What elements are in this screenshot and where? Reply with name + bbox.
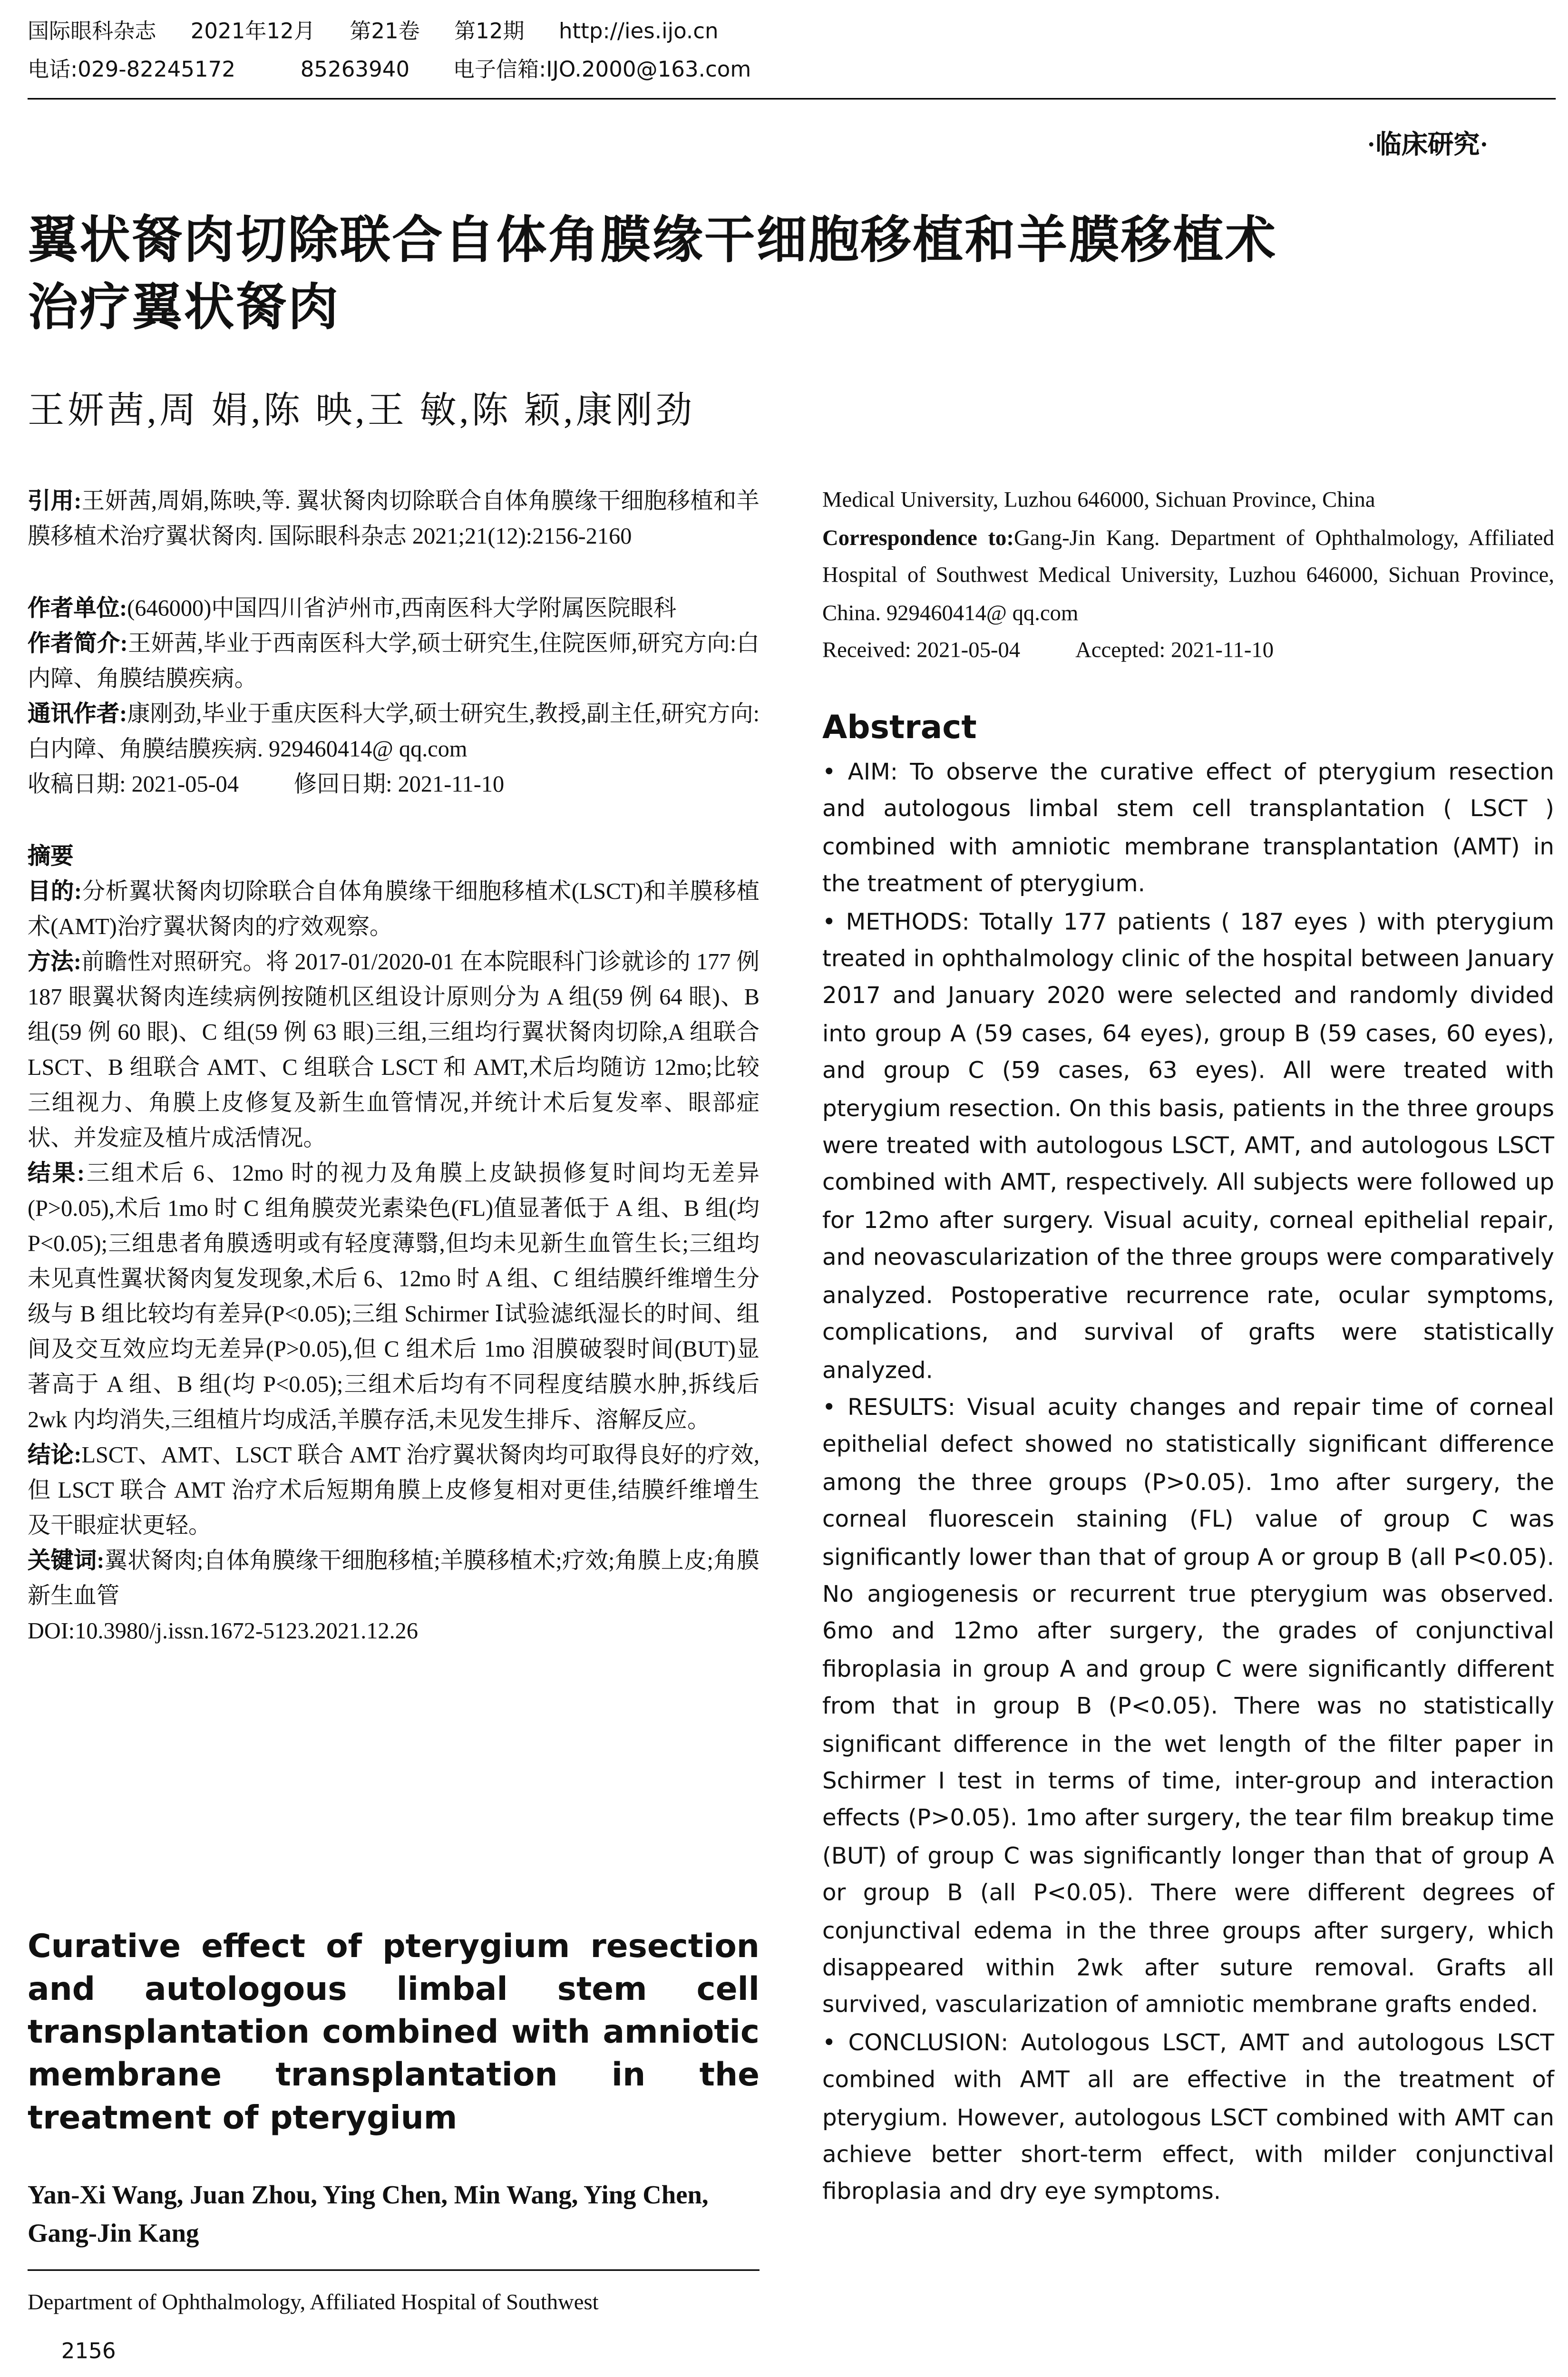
journal-header-line2 [28, 55, 779, 86]
corr-label: 通讯作者: [27, 702, 127, 728]
conclusion-text-cn: LSCT、AMT、LSCT 联合 AMT 治疗翼状胬肉均可取得良好的疗效,但 LSCT 联合 AMT 治疗术后短期角膜上皮修复相对更佳,结膜纤维增生及干眼症状更轻。 [27, 1444, 760, 1539]
correspondence-label: Correspondence to: [822, 526, 1014, 551]
phone-2: 85263940 [300, 58, 410, 83]
title-line-1: 翼状胬肉切除联合自体角膜缘干细胞移植和羊膜移植术 [27, 210, 1277, 270]
keywords-cn [28, 1545, 760, 1616]
dates-cn [28, 769, 760, 804]
revised-date-cn: 修回日期: 2021-11-10 [293, 773, 505, 798]
header-rule [28, 98, 1556, 99]
results-label-cn: 结果: [27, 1162, 85, 1187]
aim-en: • AIM: To observe the curative effect of pterygium resection and autologous limbal stem cell transplantation ( LSCT ) combined with amniotic membrane transplantation (AMT) in the treatment of pterygium. [822, 758, 1554, 898]
correspondence [822, 520, 1554, 633]
received-date-en: Received: 2021-05-04 [822, 638, 1021, 663]
doi[interactable]: DOI:10.3980/j.issn.1672-5123.2021.12.26 [27, 1620, 418, 1645]
conclusion-en: • CONCLUSION: Autologous LSCT, AMT and autologous LSCT combined with AMT all are effective in the treatment of pterygium. However, autologous LSCT combined with AMT can achieve better short-term effect, with milder conjunctival fibroplasia and dry eye symptoms. [822, 2028, 1554, 2206]
dates-en [822, 633, 1554, 670]
email: 电子信箱:IJO.2000@163.com [453, 58, 751, 83]
affiliation [28, 593, 760, 628]
methods-text-cn: 前瞻性对照研究。将 2017-01/2020-01 在本院眼科门诊就诊的 177 例 187 眼翼状胬肉连续病例按随机区组设计原则分为 A 组(59 例 64 眼)、B 组(59 例 60 眼)、C 组(59 例 63 眼)三组,三组均行翼状胬肉切除,A 组联合 LSCT、B 组联合 AMT、C 组联合 LSCT 和 AMT,术后均随访 12mo;比较三组视力、角膜上皮修复及新生血管情况,并统计术后复发率、眼部症状、并发症及植片成活情况。 [27, 951, 760, 1152]
aim-text-cn: 分析翼状胬肉切除联合自体角膜缘干细胞移植术(LSCT)和羊膜移植术(AMT)治疗翼状胬肉的疗效观察。 [27, 880, 760, 940]
journal-header-line1 [28, 17, 746, 47]
volume: 第21卷 [350, 19, 420, 45]
page-title [28, 207, 1559, 341]
aim-cn [28, 876, 760, 946]
abstract-en [822, 753, 1554, 2211]
phone: 电话:029-82245172 [27, 58, 236, 83]
citation-text: 王妍茜,周娟,陈映,等. 翼状胬肉切除联合自体角膜缘干细胞移植和羊膜移植术治疗翼状胬肉. 国际眼科杂志 2021;21(12):2156-2160 [27, 490, 760, 550]
english-title: Curative effect of pterygium resection and autologous limbal stem cell transplantation combined with amniotic membrane transplantation in the treatment of pterygium [27, 1928, 760, 2136]
keywords-label-cn: 关键词: [27, 1549, 105, 1574]
right-meta [822, 482, 1554, 670]
results-text-cn: 三组术后 6、12mo 时的视力及角膜上皮缺损修复时间均无差异(P>0.05),术后 1mo 时 C 组角膜荧光素染色(FL)值显著低于 A 组、B 组(均 P<0.05);三组患者角膜透明或有轻度薄翳,但均未见新生血管生长;三组均未见真性翼状胬肉复发现象,术后 6、12mo 时 A 组、C 组结膜纤维增生分级与 B 组比较均有差异(P<0.05);三组 Schirmer Ⅰ试验滤纸湿长的时间、组间及交互效应均无差异(P>0.05),但 C 组术后 1mo 泪膜破裂时间(BUT)显著高于 A 组、B 组(均 P<0.05);三组术后均有不同程度结膜水肿,拆线后 2wk 内均消失,三组植片均成活,羊膜存活,未见发生排斥、溶解反应。 [27, 1162, 760, 1433]
corresponding-author [28, 698, 760, 769]
conclusion-label-cn: 结论: [27, 1444, 82, 1469]
methods-label-cn: 方法: [27, 951, 81, 975]
author-rule [28, 2270, 760, 2271]
results-en: • RESULTS: Visual acuity changes and repair time of corneal epithelial defect showed no statistically significant difference among the three groups (P>0.05). 1mo after surgery, the corneal fluorescein staining (FL) value of group C was significantly lower than that of group A or group B (all P<0.05). No angiogenesis or recurrent true pterygium was observed. 6mo and 12mo after surgery, the grades of conjunctival fibroplasia in group A and group C were significantly different from that in group B (P<0.05). There was no statistically significant difference in the wet length of the filter paper in Schirmer I test in terms of time, inter-group and interaction effects (P>0.05). 1mo after surgery, the tear film breakup time (BUT) of group C was significantly longer than that of group A or group B (all P<0.05). There were different degrees of conjunctival edema in the three groups after surgery, which disappeared within 2wk after suture removal. Grafts all survived, vascularization of amniotic membrane grafts ended. [822, 1393, 1554, 2019]
author-bio [28, 628, 760, 698]
affiliation-text: (646000)中国四川省泸州市,西南医科大学附属医院眼科 [127, 597, 677, 622]
bio-label: 作者简介: [27, 632, 128, 657]
title-line-2: 治疗翼状胬肉 [27, 277, 340, 337]
keywords-text-cn: 翼状胬肉;自体角膜缘干细胞移植;羊膜移植术;疗效;角膜上皮;角膜新生血管 [27, 1549, 760, 1609]
received-date-cn: 收稿日期: 2021-05-04 [27, 773, 239, 798]
department-line: Department of Ophthalmology, Affiliated Hospital of Southwest [27, 2290, 599, 2316]
abstract-heading-en: Abstract [822, 709, 977, 746]
left-column [28, 486, 760, 1651]
section-label: ·临床研究· [1367, 130, 1489, 159]
methods-cn [28, 946, 760, 1158]
authors-cn: 王妍茜,周 娟,陈 映,王 敏,陈 颖,康刚劲 [27, 392, 695, 432]
affiliation-label: 作者单位: [27, 597, 127, 622]
aim-label-cn: 目的: [27, 880, 82, 905]
journal-url[interactable]: http://ies.ijo.cn [558, 19, 719, 45]
issue-number: 第12期 [454, 19, 525, 45]
accepted-date-en: Accepted: 2021-11-10 [1075, 638, 1274, 663]
conclusion-cn [28, 1440, 760, 1545]
methods-en: • METHODS: Totally 177 patients ( 187 eyes ) with pterygium treated in ophthalmology clinic of the hospital between January 2017 and January 2020 were selected and randomly divided into group A (59 cases, 64 eyes), group B (59 cases, 60 eyes), and group C (59 cases, 63 eyes). All were treated with pterygium resection. On this basis, patients in the three groups were treated with autologous LSCT, AMT, and autologous LSCT combined with AMT, respectively. All subjects were followed up for 12mo after surgery. Visual acuity, corneal epithelial repair, and neovascularization of the three groups were comparatively analyzed. Postoperative recurrence rate, ocular symptoms, complications, and survival of grafts were statistically analyzed. [822, 907, 1554, 1383]
results-cn [28, 1158, 760, 1439]
citation-label: 引用: [27, 490, 82, 515]
journal-name: 国际眼科杂志 [27, 19, 156, 45]
issue-date: 2021年12月 [190, 19, 315, 45]
citation [28, 486, 760, 556]
page-number: 2156 [61, 2339, 116, 2365]
abstract-heading-cn: 摘要 [27, 845, 74, 870]
correspondence-text: Gang-Jin Kang. Department of Ophthalmology, Affiliated Hospital of Southwest Medical University, Luzhou 646000, Sichuan Province, China. 929460414@ qq.com [822, 526, 1554, 626]
english-authors: Yan-Xi Wang, Juan Zhou, Ying Chen, Min Wang, Ying Chen, Gang-Jin Kang [27, 2180, 709, 2248]
department-continued: Medical University, Luzhou 646000, Sichuan Province, China [822, 488, 1375, 513]
bio-text: 王妍茜,毕业于西南医科大学,硕士研究生,住院医师,研究方向:白内障、角膜结膜疾病。 [27, 632, 760, 692]
corr-text: 康刚劲,毕业于重庆医科大学,硕士研究生,教授,副主任,研究方向:白内障、角膜结膜疾病. 929460414@ qq.com [27, 702, 760, 763]
